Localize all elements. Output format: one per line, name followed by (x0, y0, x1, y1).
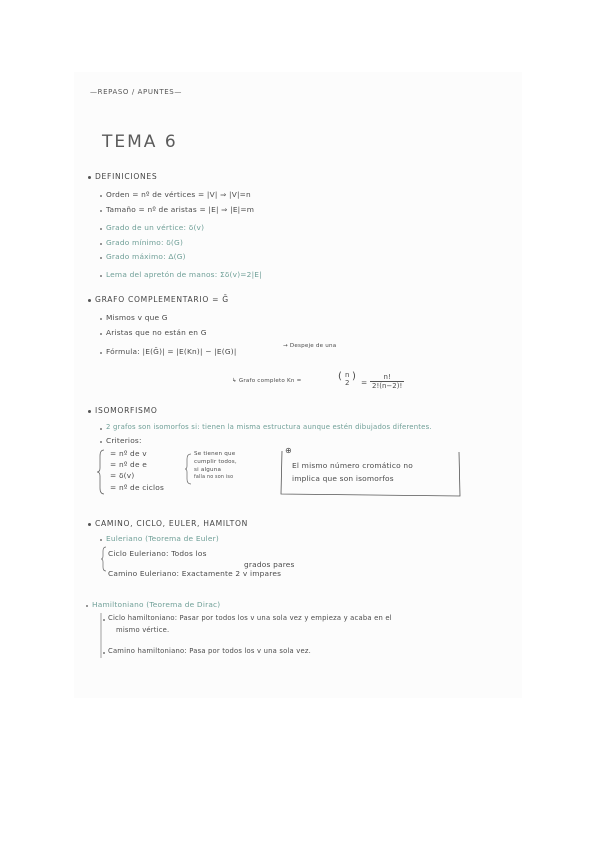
sub-bullet (100, 228, 102, 230)
hamiltoniano-heading: Hamiltoniano (Teorema de Dirac) (92, 600, 221, 609)
comp-mismos-v: Mismos v que G (106, 313, 168, 322)
notes-header: —REPASO / APUNTES— (90, 88, 182, 96)
binomial-open: ( (338, 371, 343, 382)
camino-hamiltoniano: Camino hamiltoniano: Pasa por todos los v una sola vez. (108, 647, 311, 655)
sub-bullet (100, 195, 102, 197)
ciclo-hamiltoniano-cont: mismo vértice. (116, 626, 170, 634)
box-linea-1: El mismo número cromático no (292, 461, 413, 470)
iso-definicion: 2 grafos son isomorfos si: tienen la misma estructura aunque estén dibujados diferentes. (106, 423, 432, 431)
def-orden: Orden = nº de vértices = |V| ⇒ |V|=n (106, 190, 251, 199)
section-camino: CAMINO, CICLO, EULER, HAMILTON (95, 519, 249, 528)
nota-linea-1: Se tienen que (194, 451, 236, 457)
sub-bullet (100, 257, 102, 259)
binomial-close: ) (352, 371, 357, 382)
factorial-fraction (370, 373, 404, 390)
nota-linea-3: si alguna (194, 467, 222, 473)
def-grado-vertice: Grado de un vértice: δ(v) (106, 223, 205, 232)
camino-euleriano: Camino Euleriano: Exactamente 2 v impares (108, 569, 282, 578)
comp-aristas: Aristas que no están en G (106, 328, 207, 337)
note-marker-icon: ⊕ (285, 446, 292, 455)
sub-bullet (100, 333, 102, 335)
sub-bullet (100, 318, 102, 320)
bullet (88, 299, 91, 302)
note-box (278, 448, 464, 498)
def-grado-maximo: Grado máximo: Δ(G) (106, 252, 186, 261)
def-grado-minimo: Grado mínimo: δ(G) (106, 238, 184, 247)
comp-grafo-completo: ↳ Grafo completo Kn = (232, 378, 302, 384)
sub-bullet (103, 619, 105, 621)
sub-bullet (100, 210, 102, 212)
binomial (343, 371, 351, 387)
fraction-denominator: 2!(n−2)! (372, 382, 403, 390)
bullet (88, 523, 91, 526)
criterio-vertices: = nº de v (110, 449, 147, 458)
euler-brace (100, 546, 108, 572)
sub-bullet (100, 352, 102, 354)
binomial-n: n (345, 371, 350, 379)
page-title: TEMA 6 (102, 132, 178, 152)
iso-criterios-label: Criterios: (106, 436, 142, 445)
note-brace (184, 452, 194, 486)
section-isomorfismo: ISOMORFISMO (95, 406, 158, 415)
comp-despeje-note: → Despeje de una (283, 343, 337, 349)
fraction-numerator: n! (370, 373, 404, 382)
ciclo-hamiltoniano: Ciclo hamiltoniano: Pasar por todos los v una sola vez y empieza y acaba en el (108, 614, 392, 622)
sub-bullet (100, 243, 102, 245)
criterio-ciclos: = nº de ciclos (110, 483, 165, 492)
grados-pares: grados pares (244, 560, 295, 569)
nota-linea-2: cumplir todos, (194, 459, 237, 465)
def-tamano: Tamaño = nº de aristas = |E| ⇒ |E|=m (106, 205, 255, 214)
section-definiciones: DEFINICIONES (95, 172, 158, 181)
comp-formula: Fórmula: |E(Ḡ)| = |E(Kn)| − |E(G)| (106, 347, 237, 356)
comp-equals: = (361, 378, 368, 387)
section-complementario: GRAFO COMPLEMENTARIO = Ḡ (95, 295, 229, 304)
box-linea-2: implica que son isomorfos (292, 474, 394, 483)
binomial-k: 2 (345, 379, 350, 387)
sub-bullet (100, 275, 102, 277)
sub-bullet (100, 428, 102, 430)
criteria-brace (96, 448, 108, 496)
ciclo-euleriano: Ciclo Euleriano: Todos los (108, 549, 207, 558)
bullet (88, 176, 91, 179)
def-lema-apreton: Lema del apretón de manos: Σδ(v)=2|E| (106, 270, 262, 279)
criterio-aristas: = nº de e (110, 460, 147, 469)
nota-linea-4: falla no son iso (194, 475, 234, 480)
sub-bullet (103, 652, 105, 654)
bullet (88, 410, 91, 413)
sub-bullet (100, 539, 102, 541)
criterio-grados: = δ(v) (110, 471, 135, 480)
sub-bullet (100, 441, 102, 443)
sub-bullet (86, 605, 88, 607)
euleriano-heading: Euleriano (Teorema de Euler) (106, 534, 219, 543)
